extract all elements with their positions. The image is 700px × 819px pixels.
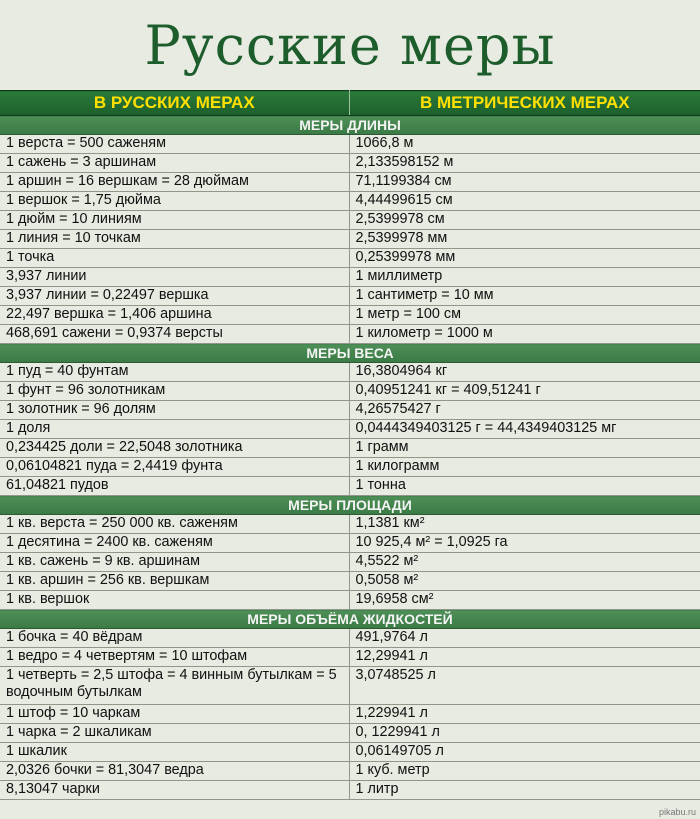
- metric-measure-cell: 10 925,4 м² = 1,0925 га: [349, 534, 700, 553]
- table-row: [0, 192, 700, 211]
- table-row: [0, 515, 700, 534]
- metric-measure-cell: 4,26575427 г: [349, 401, 700, 420]
- russian-measure-cell: 1 кв. сажень = 9 кв. аршинам: [0, 553, 349, 572]
- table-row: [0, 458, 700, 477]
- section-header-row: [0, 610, 700, 629]
- page-title: Русские меры: [144, 13, 556, 77]
- table-row: [0, 667, 700, 705]
- russian-measure-cell: 1 золотник = 96 долям: [0, 401, 349, 420]
- table-row: [0, 553, 700, 572]
- table-row: [0, 743, 700, 762]
- russian-measure-cell: 1 бочка = 40 вёдрам: [0, 629, 349, 648]
- russian-measure-cell: 22,497 вершка = 1,406 аршина: [0, 306, 349, 325]
- measures-table: [0, 90, 700, 800]
- metric-measure-cell: 1 сантиметр = 10 мм: [349, 287, 700, 306]
- table-row: [0, 420, 700, 439]
- russian-measure-cell: 1 точка: [0, 249, 349, 268]
- metric-measure-cell: 1 метр = 100 см: [349, 306, 700, 325]
- russian-measure-cell: 1 верста = 500 саженям: [0, 135, 349, 154]
- section-title: МЕРЫ ВЕСА: [0, 344, 700, 363]
- russian-measure-cell: 0,06104821 пуда = 2,4419 фунта: [0, 458, 349, 477]
- russian-measure-cell: 61,04821 пудов: [0, 477, 349, 496]
- russian-measure-cell: 2,0326 бочки = 81,3047 ведра: [0, 762, 349, 781]
- metric-measure-cell: 1,229941 л: [349, 705, 700, 724]
- table-row: [0, 724, 700, 743]
- metric-measure-cell: 16,3804964 кг: [349, 363, 700, 382]
- table-row: [0, 230, 700, 249]
- table-row: [0, 534, 700, 553]
- russian-measure-cell: 1 сажень = 3 аршинам: [0, 154, 349, 173]
- metric-measure-cell: 19,6958 см²: [349, 591, 700, 610]
- table-row: [0, 173, 700, 192]
- russian-measure-cell: 1 кв. аршин = 256 кв. вершкам: [0, 572, 349, 591]
- metric-measure-cell: 1 килограмм: [349, 458, 700, 477]
- metric-measure-cell: 1 грамм: [349, 439, 700, 458]
- table-row: [0, 648, 700, 667]
- metric-measure-cell: 0,0444349403125 г = 44,4349403125 мг: [349, 420, 700, 439]
- russian-measure-cell: 1 дюйм = 10 линиям: [0, 211, 349, 230]
- metric-measure-cell: 1 тонна: [349, 477, 700, 496]
- metric-measure-cell: 2,5399978 мм: [349, 230, 700, 249]
- watermark: pikabu.ru: [658, 807, 696, 817]
- russian-measure-cell: 1 четверть = 2,5 штофа = 4 винным бутылкам = 5 водочным бутылкам: [0, 667, 349, 705]
- header-russian-measures: В РУССКИХ МЕРАХ: [0, 91, 349, 116]
- header-metric-measures: В МЕТРИЧЕСКИХ МЕРАХ: [349, 91, 700, 116]
- table-row: [0, 211, 700, 230]
- russian-measure-cell: 1 аршин = 16 вершкам = 28 дюймам: [0, 173, 349, 192]
- metric-measure-cell: 71,1199384 см: [349, 173, 700, 192]
- section-title: МЕРЫ ПЛОЩАДИ: [0, 496, 700, 515]
- russian-measure-cell: 3,937 линии = 0,22497 вершка: [0, 287, 349, 306]
- russian-measure-cell: 1 пуд = 40 фунтам: [0, 363, 349, 382]
- metric-measure-cell: 1,1381 км²: [349, 515, 700, 534]
- metric-measure-cell: 491,9764 л: [349, 629, 700, 648]
- section-title: МЕРЫ ОБЪЁМА ЖИДКОСТЕЙ: [0, 610, 700, 629]
- metric-measure-cell: 0,5058 м²: [349, 572, 700, 591]
- russian-measure-cell: 1 десятина = 2400 кв. саженям: [0, 534, 349, 553]
- table-row: [0, 306, 700, 325]
- metric-measure-cell: 0,40951241 кг = 409,51241 г: [349, 382, 700, 401]
- table-row: [0, 705, 700, 724]
- table-row: [0, 287, 700, 306]
- section-header-row: [0, 344, 700, 363]
- table-row: [0, 154, 700, 173]
- table-row: [0, 382, 700, 401]
- russian-measure-cell: 8,13047 чарки: [0, 781, 349, 800]
- metric-measure-cell: 1 литр: [349, 781, 700, 800]
- russian-measure-cell: 1 шкалик: [0, 743, 349, 762]
- table-row: [0, 781, 700, 800]
- metric-measure-cell: 1 километр = 1000 м: [349, 325, 700, 344]
- russian-measure-cell: 1 кв. верста = 250 000 кв. саженям: [0, 515, 349, 534]
- table-row: [0, 572, 700, 591]
- russian-measure-cell: 468,691 сажени = 0,9374 версты: [0, 325, 349, 344]
- metric-measure-cell: 1 куб. метр: [349, 762, 700, 781]
- metric-measure-cell: 0,25399978 мм: [349, 249, 700, 268]
- metric-measure-cell: 12,29941 л: [349, 648, 700, 667]
- table-row: [0, 135, 700, 154]
- section-title: МЕРЫ ДЛИНЫ: [0, 116, 700, 135]
- russian-measure-cell: 3,937 линии: [0, 268, 349, 287]
- section-header-row: [0, 116, 700, 135]
- metric-measure-cell: 1 миллиметр: [349, 268, 700, 287]
- metric-measure-cell: 4,44499615 см: [349, 192, 700, 211]
- table-row: [0, 325, 700, 344]
- metric-measure-cell: 1066,8 м: [349, 135, 700, 154]
- metric-measure-cell: 3,0748525 л: [349, 667, 700, 705]
- metric-measure-cell: 4,5522 м²: [349, 553, 700, 572]
- table-row: [0, 268, 700, 287]
- table-row: [0, 363, 700, 382]
- table-row: [0, 249, 700, 268]
- section-header-row: [0, 496, 700, 515]
- table-row: [0, 439, 700, 458]
- russian-measure-cell: 1 доля: [0, 420, 349, 439]
- russian-measure-cell: 1 фунт = 96 золотникам: [0, 382, 349, 401]
- russian-measure-cell: 1 штоф = 10 чаркам: [0, 705, 349, 724]
- table-row: [0, 401, 700, 420]
- table-row: [0, 762, 700, 781]
- metric-measure-cell: 0, 1229941 л: [349, 724, 700, 743]
- table-row: [0, 629, 700, 648]
- russian-measure-cell: 0,234425 доли = 22,5048 золотника: [0, 439, 349, 458]
- russian-measure-cell: 1 ведро = 4 четвертям = 10 штофам: [0, 648, 349, 667]
- metric-measure-cell: 0,06149705 л: [349, 743, 700, 762]
- table-row: [0, 477, 700, 496]
- metric-measure-cell: 2,133598152 м: [349, 154, 700, 173]
- metric-measure-cell: 2,5399978 см: [349, 211, 700, 230]
- russian-measure-cell: 1 кв. вершок: [0, 591, 349, 610]
- russian-measure-cell: 1 вершок = 1,75 дюйма: [0, 192, 349, 211]
- russian-measure-cell: 1 чарка = 2 шкаликам: [0, 724, 349, 743]
- table-header-row: [0, 91, 700, 116]
- russian-measure-cell: 1 линия = 10 точкам: [0, 230, 349, 249]
- table-row: [0, 591, 700, 610]
